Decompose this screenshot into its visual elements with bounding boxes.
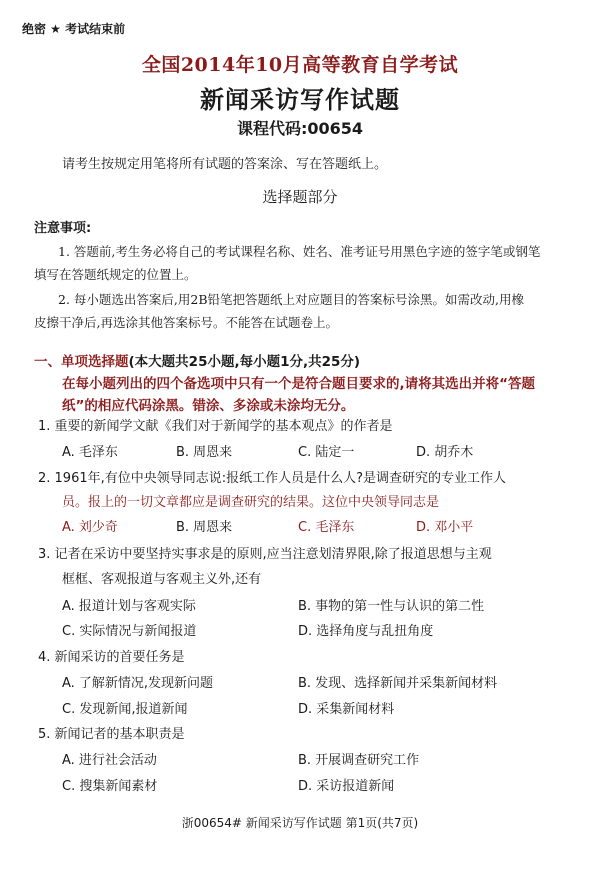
question-2-option-d: D. 邓小平 [416, 520, 474, 535]
note-1-line-1: 1. 答题前,考生务必将自己的考试课程名称、姓名、准考证号用黑色字迹的签字笔或钢笔 [58, 244, 541, 259]
question-2-text-line-2: 员。报上的一切文章都应是调查研究的结果。这位中央领导同志是 [62, 495, 440, 510]
note-2-line-2: 皮擦干净后,再选涂其他答案标号。不能答在试题卷上。 [34, 315, 338, 330]
question-1-option-a: A. 毛泽东 [62, 445, 118, 460]
question-5-text: 5. 新闻记者的基本职责是 [38, 727, 185, 742]
question-3-text-line-1: 3. 记者在采访中要坚持实事求是的原则,应当注意划清界限,除了报道思想与主观 [38, 547, 492, 562]
note-2-line-1: 2. 每小题选出答案后,用2B铅笔把答题纸上对应题目的答案标号涂黑。如需改动,用橡 [58, 292, 524, 307]
section-title: 选择题部分 [262, 188, 338, 206]
part-heading-label: 一、单项选择题 [34, 354, 129, 370]
question-4-option-a: A. 了解新情况,发现新问题 [62, 676, 214, 691]
question-1-option-d: D. 胡乔木 [416, 445, 474, 460]
paper-title: 新闻采访写作试题 [200, 86, 400, 114]
question-4-option-d: D. 采集新闻材料 [298, 702, 395, 717]
question-1-option-b: B. 周恩来 [176, 445, 233, 460]
part-instruction-line-1: 在每小题列出的四个备选项中只有一个是符合题目要求的,请将其选出并将“答题 [62, 376, 535, 392]
general-instruction: 请考生按规定用笔将所有试题的答案涂、写在答题纸上。 [62, 157, 388, 172]
question-4-option-b: B. 发现、选择新闻并采集新闻材料 [298, 676, 498, 691]
question-3-text-line-2: 框框、客观报道与客观主义外,还有 [62, 572, 262, 587]
question-3-option-d: D. 选择角度与乱扭角度 [298, 624, 434, 639]
question-5-option-d: D. 采访报道新闻 [298, 779, 395, 794]
exam-title: 全国2014年10月高等教育自学考试 [141, 54, 459, 76]
part-instruction-line-2: 纸”的相应代码涂黑。错涂、多涂或未涂均无分。 [62, 398, 355, 414]
question-2-option-b: B. 周恩来 [176, 520, 233, 535]
question-3-option-a: A. 报道计划与客观实际 [62, 599, 196, 614]
question-3-option-b: B. 事物的第一性与认识的第二性 [298, 599, 485, 614]
question-5-option-b: B. 开展调查研究工作 [298, 753, 420, 768]
notes-heading: 注意事项: [34, 221, 92, 236]
question-4-option-c: C. 发现新闻,报道新闻 [62, 702, 188, 717]
question-3-option-c: C. 实际情况与新闻报道 [62, 624, 197, 639]
question-2-option-a: A. 刘少奇 [62, 520, 118, 535]
confidential-label: 绝密 ★ 考试结束前 [22, 22, 126, 36]
question-5-option-c: C. 搜集新闻素材 [62, 779, 158, 794]
question-1-option-c: C. 陆定一 [298, 445, 355, 460]
part-heading-detail: (本大题共25小题,每小题1分,共25分) [128, 354, 361, 370]
question-1-text: 1. 重要的新闻学文献《我们对于新闻学的基本观点》的作者是 [38, 419, 393, 434]
question-2-text-line-1: 2. 1961年,有位中央领导同志说:报纸工作人员是什么人?是调查研究的专业工作人 [38, 471, 507, 486]
question-5-option-a: A. 进行社会活动 [62, 753, 157, 768]
note-1-line-2: 填写在答题纸规定的位置上。 [34, 267, 197, 282]
part-heading [34, 350, 360, 370]
course-code: 课程代码:00654 [236, 119, 364, 138]
page-footer: 浙00654# 新闻采访写作试题 第1页(共7页) [181, 816, 419, 830]
question-2-option-c: C. 毛泽东 [298, 520, 355, 535]
question-4-text: 4. 新闻采访的首要任务是 [38, 650, 185, 665]
